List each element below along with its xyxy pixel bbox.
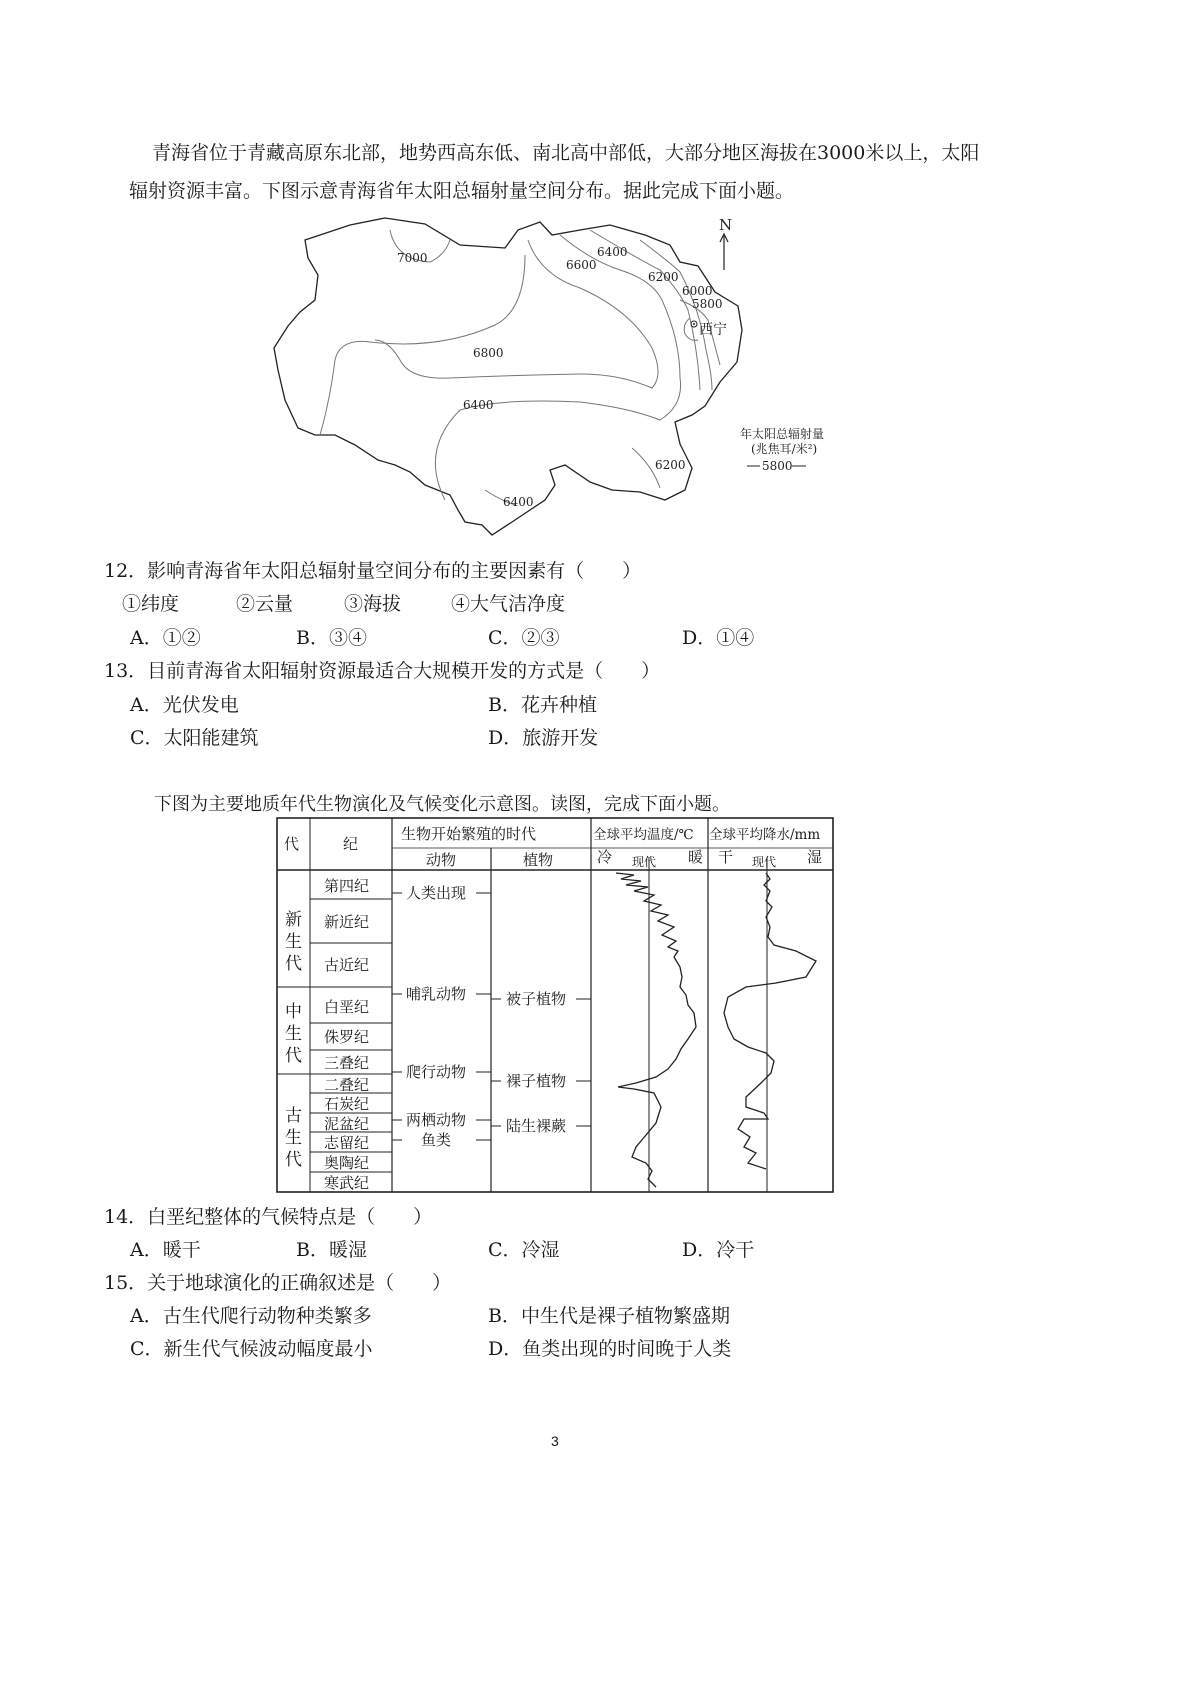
q14-option-b: B．暖湿 (296, 1239, 367, 1261)
city-label: 西宁 (699, 322, 727, 338)
q12-item: ②云量 (236, 593, 294, 615)
precipitation-curve (724, 873, 816, 1169)
q12-option-c: C．②③ (488, 627, 560, 649)
period-label: 寒武纪 (324, 1174, 370, 1192)
period-label: 第四纪 (324, 877, 370, 895)
header-animal: 动物 (426, 851, 457, 869)
q12-option-b: B．③④ (296, 627, 367, 649)
animal-label: 鱼类 (421, 1131, 452, 1149)
plant-label: 裸子植物 (506, 1072, 567, 1090)
q15-option-a: A．古生代爬行动物种类繁多 (130, 1305, 372, 1327)
q13-option-a: A．光伏发电 (130, 694, 239, 716)
animal-label: 两栖动物 (406, 1111, 467, 1129)
q14-option-a: A．暖干 (130, 1239, 201, 1261)
q15-option-d: D．鱼类出现的时间晚于人类 (488, 1338, 732, 1360)
header-cold: 冷 (597, 848, 613, 866)
period-label: 侏罗纪 (324, 1028, 370, 1046)
temperature-curve (616, 873, 696, 1187)
contour-label: 6200 (648, 270, 679, 284)
era-mesozoic: 中生代 (285, 1002, 302, 1066)
era-cenozoic: 新生代 (285, 910, 302, 974)
header-dry: 干 (718, 848, 734, 866)
header-period: 纪 (343, 835, 359, 853)
legend-unit: (兆焦耳/米²) (751, 442, 818, 456)
contour-label: 6600 (566, 258, 597, 272)
contour-label: 5800 (692, 297, 723, 311)
intro-line-2: 辐射资源丰富。下图示意青海省年太阳总辐射量空间分布。据此完成下面小题。 (129, 180, 795, 202)
question-12-stem: 12．影响青海省年太阳总辐射量空间分布的主要因素有（ ） (104, 560, 642, 582)
q14-option-d: D．冷干 (682, 1239, 755, 1261)
radiation-map (260, 200, 860, 545)
q12-item: ③海拔 (344, 593, 402, 615)
contour-label: 6400 (503, 495, 534, 509)
header-temp: 全球平均温度/℃ (593, 827, 694, 843)
geologic-time-table (276, 817, 836, 1197)
header-era: 代 (284, 835, 300, 853)
legend-value: 5800 (762, 459, 793, 473)
contour-label: 6400 (597, 245, 628, 259)
period-label: 古近纪 (324, 956, 370, 974)
header-warm: 暖 (688, 848, 704, 866)
header-precip: 全球平均降水/mm (709, 827, 821, 843)
period-label: 新近纪 (324, 913, 370, 931)
page-number: 3 (551, 1433, 559, 1449)
plant-label: 被子植物 (506, 990, 567, 1008)
animal-label: 爬行动物 (406, 1063, 467, 1081)
period-label: 志留纪 (324, 1134, 370, 1152)
q13-option-b: B．花卉种植 (488, 694, 597, 716)
q12-item: ④大气洁净度 (451, 593, 566, 615)
plant-label: 陆生裸蕨 (506, 1117, 567, 1135)
legend-title: 年太阳总辐射量 (740, 427, 825, 441)
north-label: N (719, 216, 733, 234)
question-14-stem: 14．白垩纪整体的气候特点是（ ） (104, 1206, 433, 1228)
intro-line-1: 青海省位于青藏高原东北部，地势西高东低、南北高中部低，大部分地区海拔在3000米以上，太阳 (152, 142, 980, 164)
period-label: 奥陶纪 (324, 1154, 370, 1172)
contour-label: 7000 (397, 251, 428, 265)
province-outline (274, 218, 742, 535)
header-plant: 植物 (523, 851, 554, 869)
period-label: 石炭纪 (324, 1095, 370, 1113)
header-now-precip: 现代 (752, 855, 777, 869)
contour-label: 6800 (473, 346, 504, 360)
animal-label: 人类出现 (406, 884, 467, 902)
header-now-temp: 现代 (632, 855, 657, 869)
q12-option-a: A．①② (130, 627, 201, 649)
q13-option-c: C．太阳能建筑 (130, 727, 259, 749)
intro-2: 下图为主要地质年代生物演化及气候变化示意图。读图，完成下面小题。 (154, 794, 730, 815)
period-label: 白垩纪 (324, 998, 370, 1016)
q13-option-d: D．旅游开发 (488, 727, 599, 749)
period-label: 三叠纪 (324, 1054, 370, 1072)
q12-item: ①纬度 (122, 593, 180, 615)
header-wet: 湿 (807, 848, 823, 866)
contour-label: 6000 (682, 284, 713, 298)
q15-option-c: C．新生代气候波动幅度最小 (130, 1338, 373, 1360)
header-bio: 生物开始繁殖的时代 (401, 825, 537, 843)
question-15-stem: 15．关于地球演化的正确叙述是（ ） (104, 1272, 452, 1294)
q12-option-d: D．①④ (682, 627, 755, 649)
period-label: 二叠纪 (324, 1076, 370, 1094)
q14-option-c: C．冷湿 (488, 1239, 560, 1261)
period-label: 泥盆纪 (324, 1115, 370, 1133)
q15-option-b: B．中生代是裸子植物繁盛期 (488, 1305, 730, 1327)
contour-label: 6400 (463, 398, 494, 412)
contour-label: 6200 (655, 458, 686, 472)
question-13-stem: 13．目前青海省太阳辐射资源最适合大规模开发的方式是（ ） (104, 660, 661, 682)
animal-label: 哺乳动物 (406, 985, 467, 1003)
era-paleozoic: 古生代 (285, 1106, 302, 1170)
